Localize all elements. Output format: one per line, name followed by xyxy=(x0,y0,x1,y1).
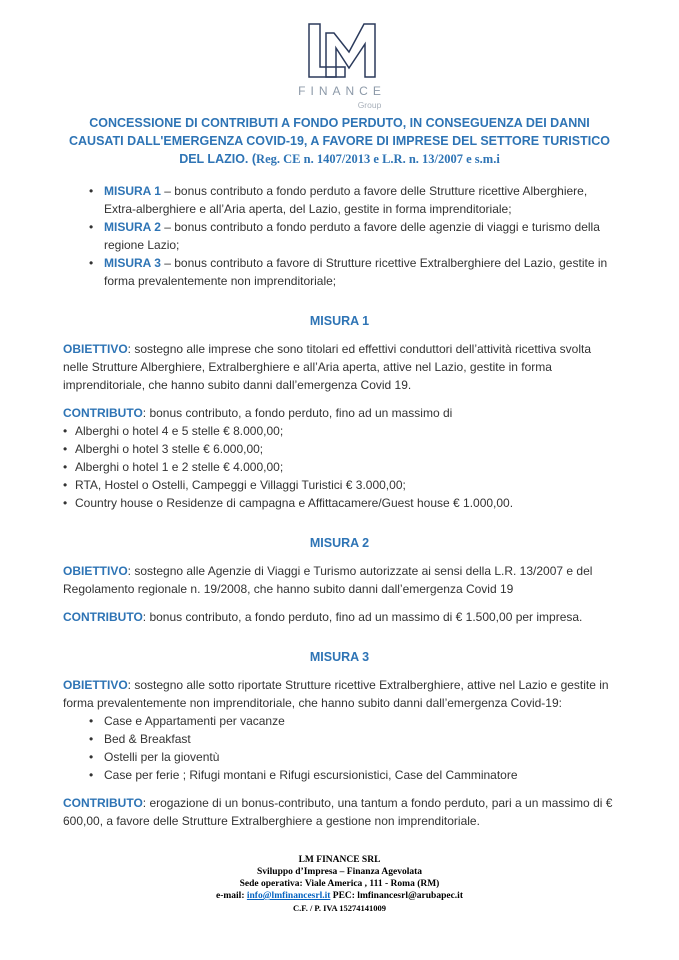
measure-text: – bonus contributo a favore di Strutture ricettive Extralberghiere del Lazio, gestite in forma prevalentemente non imprenditoriale; xyxy=(104,256,608,288)
footer-company-name: LM FINANCE SRL xyxy=(298,855,381,865)
measure-label: MISURA 3 xyxy=(104,256,161,270)
obiettivo-label: OBIETTIVO xyxy=(63,564,128,578)
misura-2-obiettivo xyxy=(63,562,616,598)
footer-contacts xyxy=(0,890,679,902)
measure-label: MISURA 1 xyxy=(104,184,161,198)
section-heading-misura-3: MISURA 3 xyxy=(309,650,370,664)
footer-address: Sede operativa: Viale America , 111 - Roma (RM) xyxy=(239,879,440,889)
measure-text: – bonus contributo a fondo perduto a favore delle agenzie di viaggi e turismo della regione Lazio; xyxy=(104,220,600,252)
list-item-misura-3 xyxy=(63,254,616,290)
list-item-misura-1 xyxy=(63,182,616,218)
misura-1-bonus-list xyxy=(63,422,616,512)
bonus-item-rta-hostel: • RTA, Hostel o Ostelli, Campeggi e Villaggi Turistici € 3.000,00; xyxy=(63,476,616,494)
obiettivo-label: OBIETTIVO xyxy=(63,342,128,356)
misura-1-obiettivo xyxy=(63,340,616,394)
misura-2-contributo xyxy=(63,608,616,626)
footer-vat: C.F. / P. IVA 15274141009 xyxy=(293,903,386,913)
structure-item-case-ferie: • Case per ferie ; Rifugi montani e Rifugi escursionistici, Case del Camminatore xyxy=(63,766,616,784)
bonus-item-hotel-1-2: • Alberghi o hotel 1 e 2 stelle € 4.000,00; xyxy=(63,458,616,476)
obiettivo-label: OBIETTIVO xyxy=(63,678,128,692)
misura-3-obiettivo xyxy=(63,676,616,712)
contributo-label: CONTRIBUTO xyxy=(63,406,143,420)
bonus-item-hotel-3: • Alberghi o hotel 3 stelle € 6.000,00; xyxy=(63,440,616,458)
bonus-item-country-house: • Country house o Residenze di campagna e Affittacamere/Guest house € 1.000,00. xyxy=(63,494,616,512)
measure-text: – bonus contributo a fondo perduto a favore delle Strutture ricettive Alberghiere, Extra-alberghiere e all’Aria aperta, del Lazio, gestite in forma imprenditoriale; xyxy=(104,184,588,216)
contributo-text: : erogazione di un bonus-contributo, una tantum a fondo perduto, pari a un massimo di € 600,00, a favore delle Strutture Extralberghiere a gestione non imprenditoriale. xyxy=(63,796,613,828)
structure-item-ostelli: • Ostelli per la gioventù xyxy=(63,748,616,766)
contributo-text: : bonus contributo, a fondo perduto, fino ad un massimo di € 1.500,00 per impresa. xyxy=(142,610,583,624)
misura-3-contributo xyxy=(63,794,616,830)
title-regulation: Reg. CE n. 1407/2013 e L.R. n. 13/2007 e s.m.i xyxy=(256,152,500,166)
logo-group-label: Group xyxy=(357,100,382,110)
list-item-misura-2 xyxy=(63,218,616,254)
obiettivo-text: : sostegno alle sotto riportate Strutture ricettive Extralberghiere, attive nel Lazio e gestite in forma prevalentemente non imprenditoriale, che hanno subito danni dall’emergenza Covid-19: xyxy=(63,678,609,710)
logo-group-text xyxy=(63,100,616,110)
measure-label: MISURA 2 xyxy=(104,220,161,234)
misura-3-structure-list xyxy=(63,712,616,784)
document-title xyxy=(63,114,616,168)
email-label: e-mail: xyxy=(216,891,245,901)
measures-summary-list xyxy=(63,182,616,290)
obiettivo-text: : sostegno alle Agenzie di Viaggi e Turismo autorizzate ai sensi della L.R. 13/2007 e del Regolamento regionale n. 19/2008, che hanno subito danni dall’emergenza Covid 19 xyxy=(63,564,593,596)
obiettivo-text: : sostegno alle imprese che sono titolari ed effettivi conduttori dell’attività ricettiva svolta nelle Strutture Alberghiere, Extralberghiere e all’Aria aperta, attive nel Lazio, gestite in forma imprenditoriale, che hanno subito danni dall’emergenza Covid 19. xyxy=(63,342,592,392)
contributo-text: : bonus contributo, a fondo perduto, fino ad un massimo di xyxy=(142,406,453,420)
bonus-item-hotel-4-5: • Alberghi o hotel 4 e 5 stelle € 8.000,00; xyxy=(63,422,616,440)
footer-tagline: Sviluppo d’Impresa – Finanza Agevolata xyxy=(256,867,423,877)
logo xyxy=(63,20,616,110)
contributo-label: CONTRIBUTO xyxy=(63,610,143,624)
section-heading-misura-1: MISURA 1 xyxy=(309,314,370,328)
company-footer xyxy=(0,854,679,914)
section-heading-misura-2: MISURA 2 xyxy=(309,536,370,550)
pec-text: PEC: lmfinancesrl@arubapec.it xyxy=(332,891,463,901)
contributo-label: CONTRIBUTO xyxy=(63,796,143,810)
structure-item-bed-breakfast: • Bed & Breakfast xyxy=(63,730,616,748)
misura-1-contributo xyxy=(63,404,616,422)
email-link[interactable]: info@lmfinancesrl.it xyxy=(246,891,331,901)
logo-finance-text: FINANCE xyxy=(298,84,386,98)
structure-item-case-vacanze: • Case e Appartamenti per vacanze xyxy=(63,712,616,730)
title-main: CONCESSIONE DI CONTRIBUTI A FONDO PERDUTO, IN CONSEGUENZA DEI DANNI CAUSATI DALL'EMERGENZA COVID-19, A FAVORE DI IMPRESE DEL SETTORE TURISTICO DEL LAZIO. ( xyxy=(69,116,610,166)
lm-monogram-icon xyxy=(299,20,381,80)
